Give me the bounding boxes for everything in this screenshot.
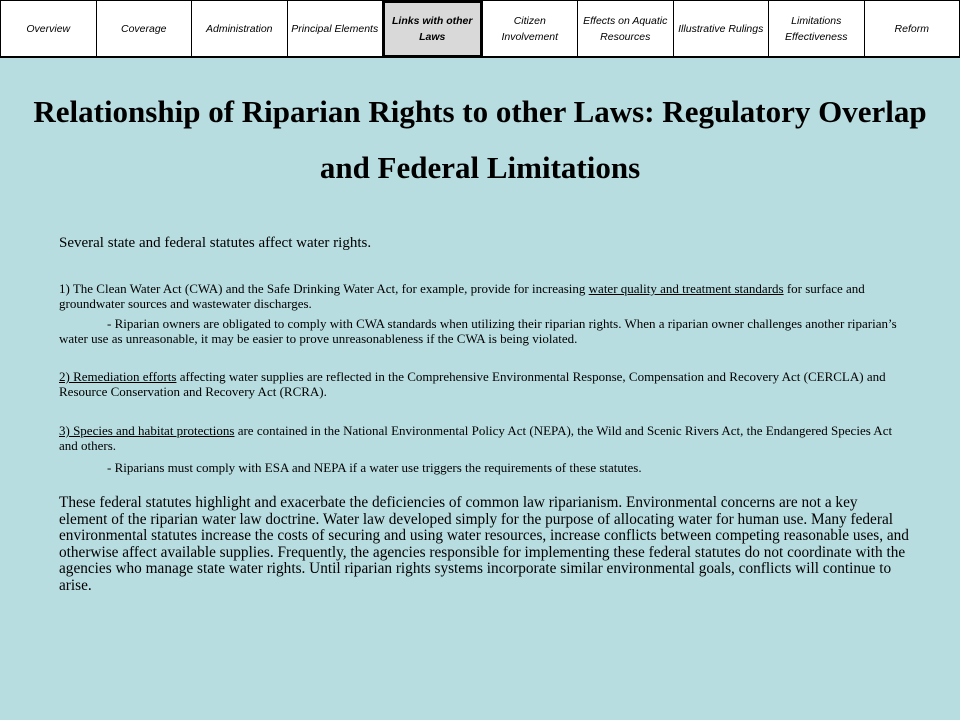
remediation-efforts-link[interactable]: 2) Remediation efforts [59,369,177,384]
tab-reform[interactable]: Reform [864,0,960,57]
item-species-habitat [59,423,909,453]
top-navigation [0,0,960,58]
item1-text-suffix: for surface and groundwater sources and wastewater discharges. [59,281,865,311]
item3-subpoint: - Riparians must comply with ESA and NEPA if a water use triggers the requirements of these statutes. [107,460,642,475]
tab-effects-on-aquatic-resources[interactable]: Effects on Aquatic Resources [577,0,674,57]
tab-administration[interactable]: Administration [191,0,288,57]
species-habitat-link[interactable]: 3) Species and habitat protections [59,423,235,438]
tab-links-with-other-laws[interactable]: Links with other Laws [382,0,483,58]
tab-overview[interactable]: Overview [0,0,97,57]
tab-illustrative-rulings[interactable]: Illustrative Rulings [673,0,770,57]
item2-text-suffix: affecting water supplies are reflected in the Comprehensive Environmental Response, Compensation and Recovery Act (CERCLA) and Resource Conservation and Recovery Act (RCRA). [59,369,886,399]
item3-text-suffix: are contained in the National Environmental Policy Act (NEPA), the Wild and Scenic Rivers Act, the Endangered Species Act and others. [59,423,893,453]
item-remediation [59,369,909,399]
tab-coverage[interactable]: Coverage [96,0,193,57]
item1-subpoint: - Riparian owners are obligated to comply with CWA standards when utilizing their riparian rights. When a riparian owner challenges another riparian’s water use as unreasonable, it may be easier to prove unreasonableness if the CWA is being violated. [59,316,897,346]
main-content [59,234,909,594]
page-title: Relationship of Riparian Rights to other Laws: Regulatory Overlap and Federal Limitations [33,94,927,185]
tab-citizen-involvement[interactable]: Citizen Involvement [482,0,579,57]
tab-limitations-effectiveness[interactable]: Limitations Effectiveness [768,0,865,57]
water-quality-link[interactable]: water quality and treatment standards [588,281,784,296]
tab-principal-elements[interactable]: Principal Elements [287,0,384,57]
closing-paragraph: These federal statutes highlight and exacerbate the deficiencies of common law riparianism. Environmental concerns are not a key element of the riparian water law doctrine. Water law developed simply for the purpose of allocating water for human use. Many federal environmental statutes increase the costs of securing and using water resources, increase conflicts between competing reasonable uses, and otherwise affect available supplies. Frequently, the agencies responsible for implementing these federal statutes do not coordinate with the agencies who manage state water rights. Until riparian rights systems incorporate similar environmental goals, conflicts will continue to arise. [59,494,909,594]
intro-paragraph: Several state and federal statutes affect water rights. [59,235,372,251]
item1-text-prefix: 1) The Clean Water Act (CWA) and the Safe Drinking Water Act, for example, provide for increasing [59,281,589,296]
item-clean-water-act [59,281,909,311]
